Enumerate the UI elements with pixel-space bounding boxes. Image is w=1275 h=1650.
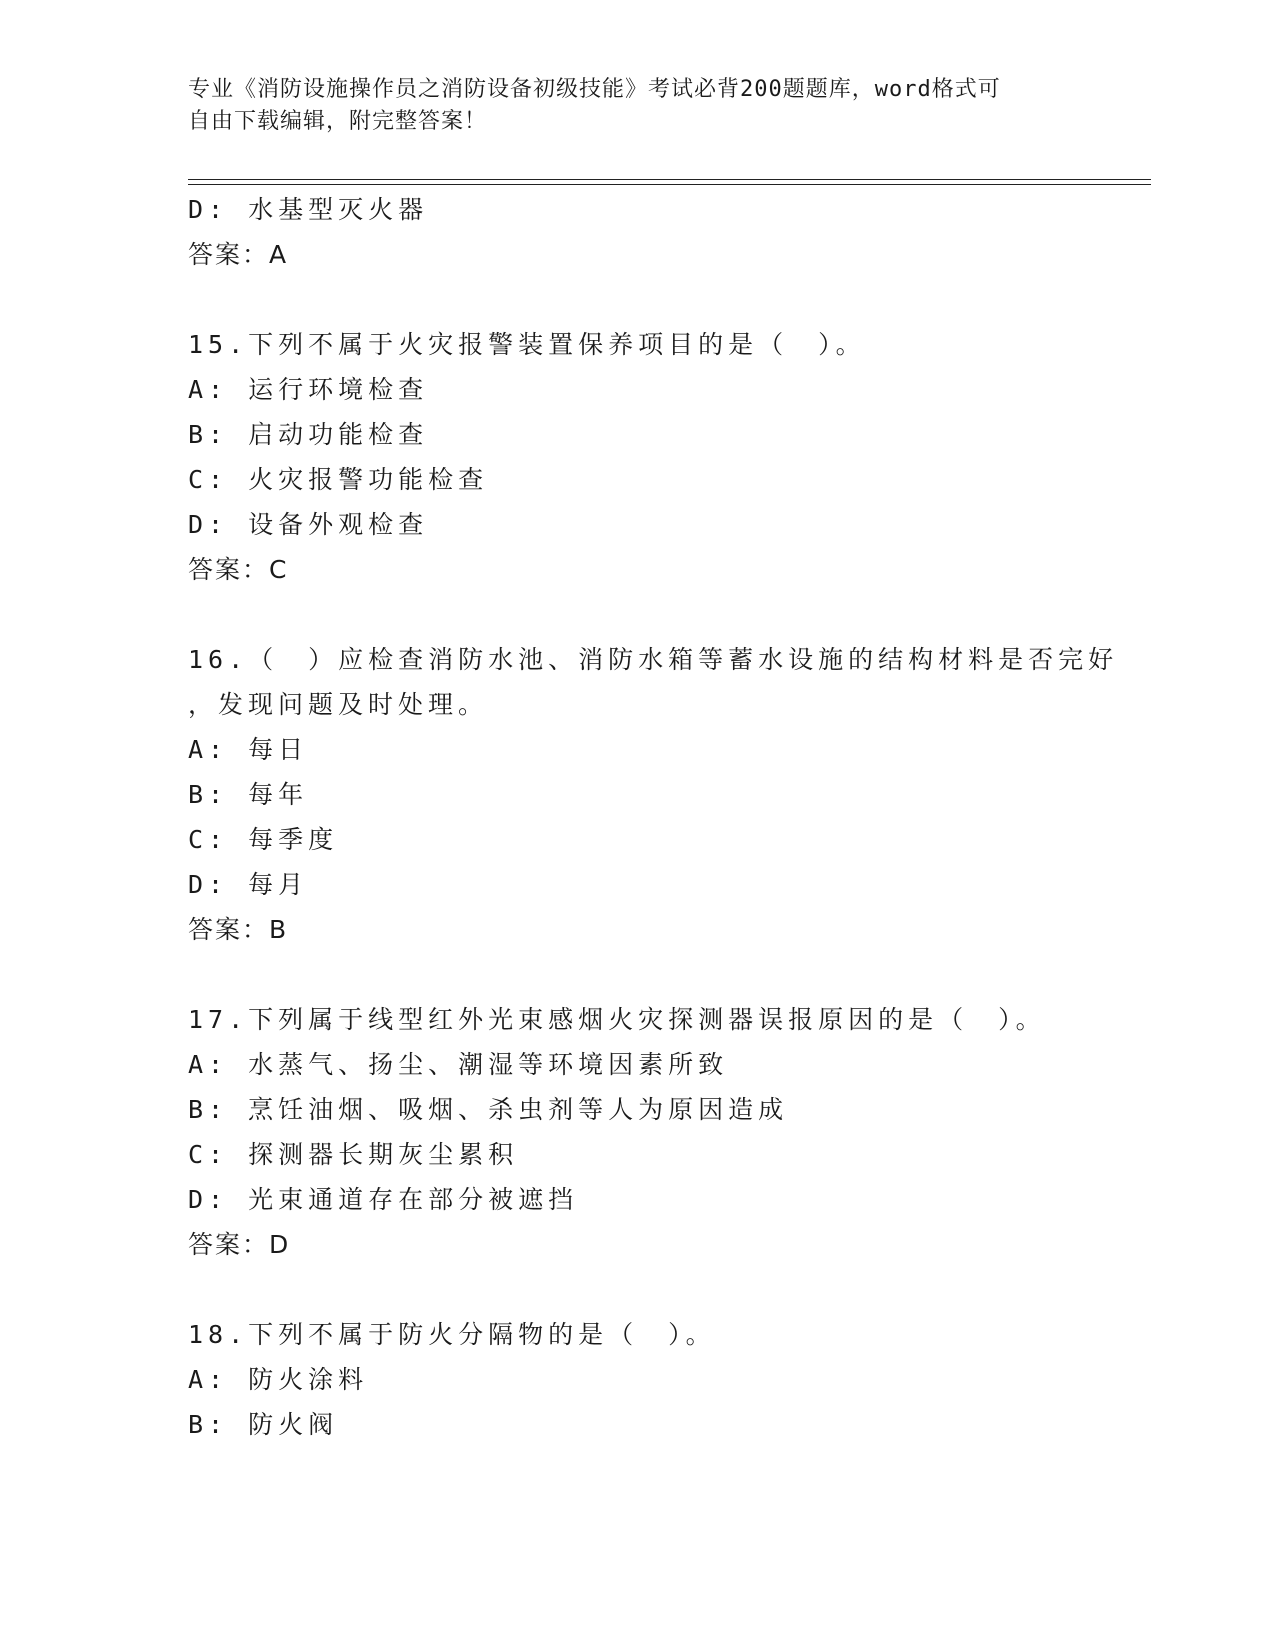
document-header <box>188 74 1088 138</box>
q17-stem: 17.下列属于线型红外光束感烟火灾探测器误报原因的是（ ）。 <box>188 1005 1046 1034</box>
q17-option-c: C: 探测器长期灰尘累积 <box>188 1140 519 1169</box>
q16-option-c: C: 每季度 <box>188 825 339 854</box>
q14-answer: 答案：A <box>188 240 289 269</box>
header-title-line-2: 自由下载编辑，附完整答案！ <box>188 109 488 134</box>
q16-option-b: B: 每年 <box>188 780 309 809</box>
q16-answer: 答案：B <box>188 915 289 944</box>
q15-option-a: A: 运行环境检查 <box>188 375 429 404</box>
q17-answer: 答案：D <box>188 1230 291 1259</box>
q15-stem: 15.下列不属于火灾报警装置保养项目的是（ ）。 <box>188 330 866 359</box>
q15-answer: 答案：C <box>188 555 289 584</box>
q16-option-a: A: 每日 <box>188 735 309 764</box>
q17-option-b: B: 烹饪油烟、吸烟、杀虫剂等人为原因造成 <box>188 1095 789 1124</box>
q18-option-b: B: 防火阀 <box>188 1410 339 1439</box>
q18-option-a: A: 防火涂料 <box>188 1365 369 1394</box>
header-divider-top <box>188 179 1151 180</box>
q15-option-b: B: 启动功能检查 <box>188 420 429 449</box>
q17-option-d: D: 光束通道存在部分被遮挡 <box>188 1185 579 1214</box>
q16-option-d: D: 每月 <box>188 870 309 899</box>
q16-stem-line-2: ，发现问题及时处理。 <box>188 690 489 719</box>
q18-stem: 18.下列不属于防火分隔物的是（ ）。 <box>188 1320 716 1349</box>
q17-option-a: A: 水蒸气、扬尘、潮湿等环境因素所致 <box>188 1050 729 1079</box>
q14-option-d: D: 水基型灭火器 <box>188 195 429 224</box>
q15-option-d: D: 设备外观检查 <box>188 510 429 539</box>
header-divider-bottom <box>188 184 1151 185</box>
q15-option-c: C: 火灾报警功能检查 <box>188 465 489 494</box>
header-title-line-1: 专业《消防设施操作员之消防设备初级技能》考试必背200题题库，word格式可 <box>188 77 1001 102</box>
q16-stem-line-1: 16.（ ）应检查消防水池、消防水箱等蓄水设施的结构材料是否完好 <box>188 645 1119 674</box>
